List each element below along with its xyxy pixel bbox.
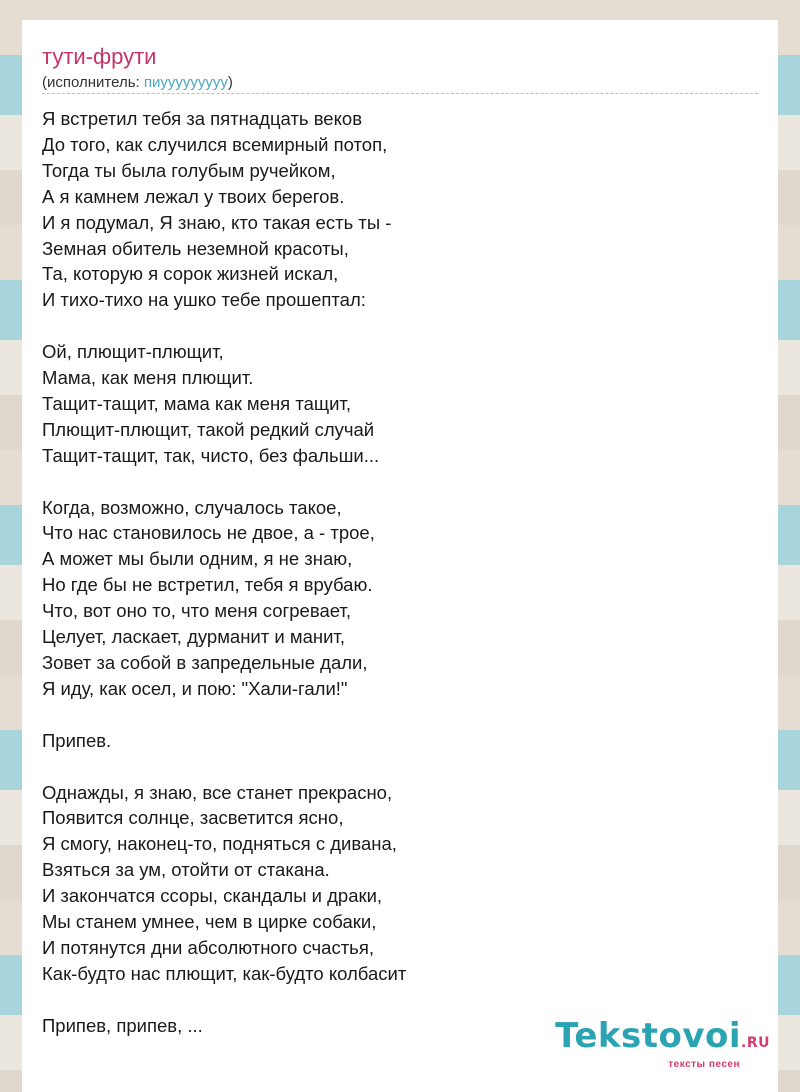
stanza-break xyxy=(42,987,758,1013)
lyric-line: Припев. xyxy=(42,729,112,751)
lyric-line: Появится солнце, засветится ясно, xyxy=(42,807,344,829)
lyric-line: А я камнем лежал у твоих берегов. xyxy=(42,185,345,207)
lyric-line: Зовет за собой в запредельные дали, xyxy=(42,652,368,673)
logo-tagline: тексты песен xyxy=(668,1059,740,1070)
stanza-break xyxy=(42,702,758,728)
lyrics-text xyxy=(42,106,758,1039)
logo-domain: .RU xyxy=(741,1035,770,1051)
lyric-line: Тащит-тащит, мама как меня тащит, xyxy=(42,392,351,414)
lyric-line: Как-будто нас плющит, как-будто колбасит xyxy=(42,962,407,984)
lyric-line: Я встретил тебя за пятнадцать веков xyxy=(42,108,363,129)
artist-prefix: (исполнитель: xyxy=(42,74,144,91)
lyric-line: Земная обитель неземной красоты, xyxy=(42,237,349,259)
lyric-line: Однажды, я знаю, все станет прекрасно, xyxy=(42,781,393,803)
lyric-line: И потянутся дни абсолютного счастья, xyxy=(42,936,374,958)
lyric-line: И закончатся ссоры, скандалы и драки, xyxy=(42,885,383,907)
lyric-line: Я иду, как осел, и пою: "Хали-гали!" xyxy=(42,677,348,699)
lyric-line: Тогда ты была голубым ручейком, xyxy=(42,159,336,181)
lyric-line: И тихо-тихо на ушко тебе прошептал: xyxy=(42,289,366,311)
lyrics-card xyxy=(22,20,778,1092)
artist-line xyxy=(42,74,233,92)
title-divider xyxy=(42,93,758,94)
lyric-line: Что, вот оно то, что меня согревает, xyxy=(42,600,351,622)
lyric-line: Когда, возможно, случалось такое, xyxy=(42,496,342,518)
lyric-line: Ой, плющит-плющит, xyxy=(42,341,224,363)
logo-wordmark xyxy=(555,1018,770,1061)
artist-suffix: ) xyxy=(227,74,233,91)
lyric-line: Я смогу, наконец-то, подняться с дивана, xyxy=(42,833,397,855)
lyric-line: Та, которую я сорок жизней искал, xyxy=(42,263,339,285)
lyric-line: Целует, ласкает, дурманит и манит, xyxy=(42,626,345,648)
logo-name: Tekstovoi xyxy=(555,1016,742,1056)
stanza-break xyxy=(42,313,758,339)
lyric-line: Но где бы не встретил, тебя я врубаю. xyxy=(42,574,373,596)
lyric-line: Мы станем умнее, чем в цирке собаки, xyxy=(42,911,377,933)
lyric-line: А может мы были одним, я не знаю, xyxy=(42,548,353,570)
stanza-break xyxy=(42,754,758,780)
lyric-line: Мама, как меня плющит. xyxy=(42,367,254,389)
lyric-line: Плющит-плющит, такой редкий случай xyxy=(42,418,375,440)
song-title: тути-фрути xyxy=(42,44,157,69)
lyric-line: Тащит-тащит, так, чисто, без фальши... xyxy=(42,444,380,466)
lyric-line: Припев, припев, ... xyxy=(42,1014,203,1036)
stanza-break xyxy=(42,469,758,495)
site-logo[interactable] xyxy=(555,1018,770,1070)
lyric-line: До того, как случился всемирный потоп, xyxy=(42,133,388,155)
lyric-line: Что нас становилось не двое, а - трое, xyxy=(42,522,375,544)
lyric-line: Взяться за ум, отойти от стакана. xyxy=(42,859,330,881)
artist-link[interactable]: пиууууууууу xyxy=(143,74,228,91)
lyric-line: И я подумал, Я знаю, кто такая есть ты - xyxy=(42,211,392,233)
